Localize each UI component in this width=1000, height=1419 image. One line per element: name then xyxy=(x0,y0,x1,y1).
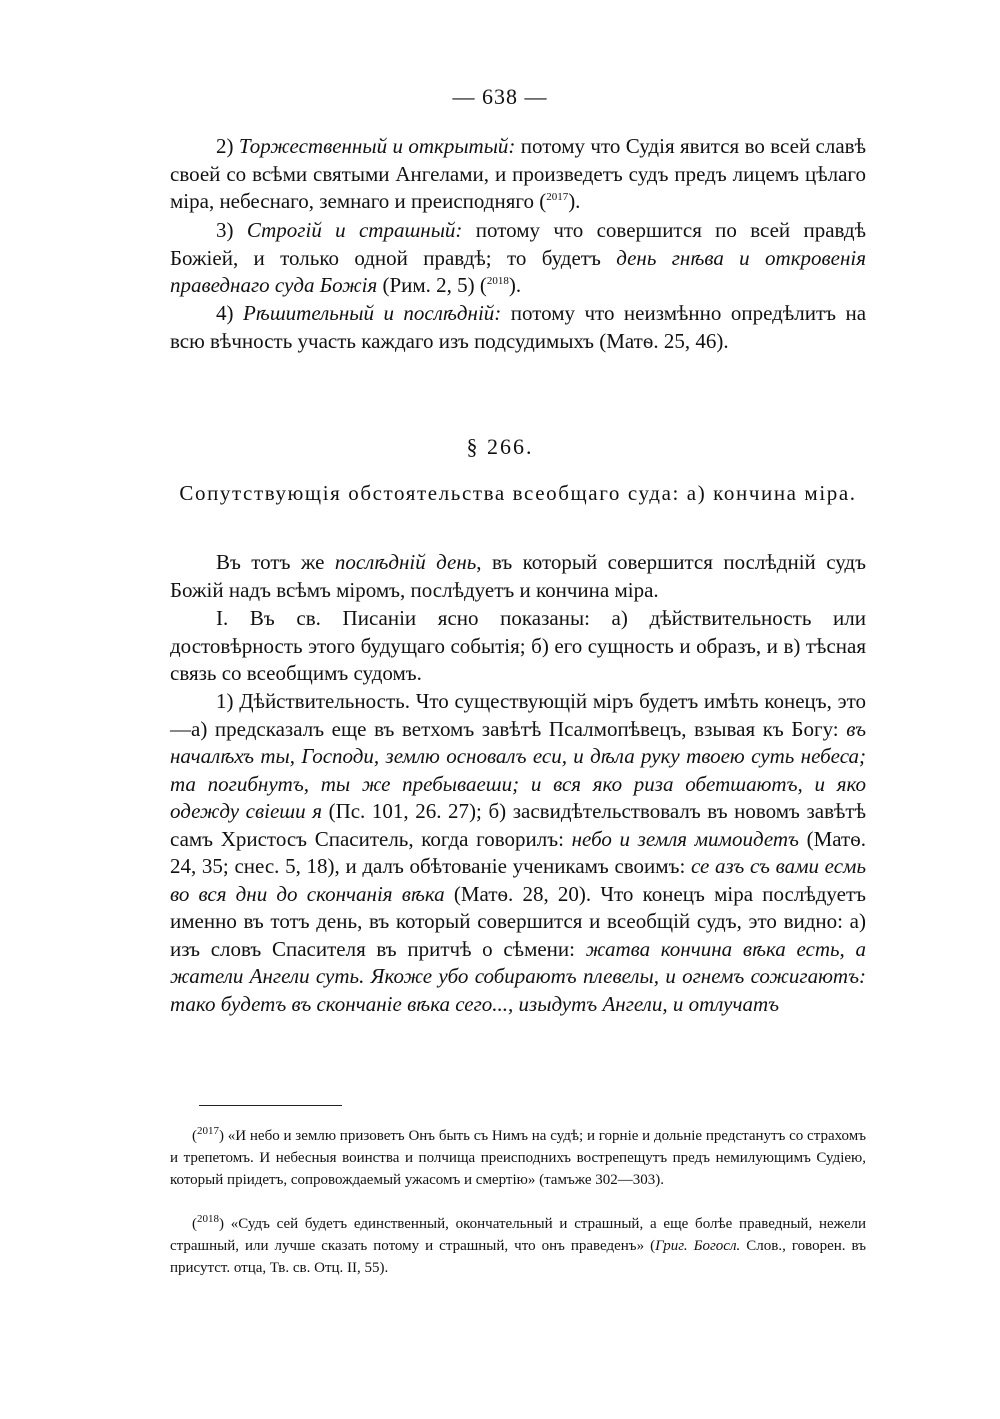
paragraph-1 xyxy=(170,549,866,604)
item-term: Рѣшительный и послѣдній: xyxy=(242,301,502,325)
body-text: , въ который совершится послѣдній судъ Божій надъ всѣмъ міромъ, послѣдуетъ и кончина міра. xyxy=(170,550,866,602)
scripture-quote: жатва кончина вѣка есть, а жатели Ангели суть. Якоже убо собираютъ плевелы, и огнемъ сожигаютъ: тако будетъ въ скончаніе вѣка сего..., изыдутъ Ангели, и отлучатъ xyxy=(170,936,866,1016)
item-text: (Рим. 2, 5) ( xyxy=(377,273,487,297)
paragraph-3 xyxy=(170,688,866,1018)
footnote-text: Слов., говорен. въ присутст. отца, Тв. св. Отц. II, 55). xyxy=(170,1238,866,1276)
scripture-quote: се азъ съ вами есмь во вся дни до скончанія вѣка xyxy=(170,854,867,906)
list-item-3 xyxy=(170,217,866,300)
item-number: 4) xyxy=(216,301,234,325)
list-item-2 xyxy=(170,133,866,216)
item-text: потому что совершится по всей правдѣ Божіей, и только одной правдѣ; то будетъ xyxy=(170,218,866,270)
page-number: — 638 — xyxy=(452,84,548,109)
footnote-ref: 2017 xyxy=(546,191,569,203)
footnote-text: «Судъ сей будетъ единственный, окончательный и страшный, а еще болѣе праведный, нежели страшный, или лучше сказать потому и страшный, что онъ праведенъ» ( xyxy=(170,1216,867,1254)
footnote-text: «И небо и землю призоветъ Онъ быть съ Нимъ на судѣ; и горніе и дольніе предстанутъ со страхомъ и трепетомъ. И небесныя воинства и полчища преисподнихъ вострепещутъ предъ немилующимъ Судіею, который пріидетъ, сопровождаемый ужасомъ и смертію» (тамъже 302—303). xyxy=(170,1128,867,1188)
scripture-quote: въ началѣхъ ты, Господи, землю основалъ еси, и дѣла руку твоею суть небеса; та погибнутъ, ты же пребываеши; и вся яко риза обетшаютъ, и яко одежду свіеши я xyxy=(170,716,866,823)
item-text: потому что неизмѣнно опредѣлитъ на всю вѣчность участь каждаго изъ подсудимыхъ (Матѳ. 25, 46). xyxy=(170,301,867,353)
section-title: Сопутствующія обстоятельства всеобщаго суда: а) кончина міра. xyxy=(179,481,857,505)
item-text: потому что Судія явится во всей славѣ своей со всѣми святыми Ангелами, и произведетъ судъ предъ лицемъ цѣлаго міра, небеснаго, земнаго и преисподняго ( xyxy=(170,134,866,213)
footnote-author: Григ. Богосл. xyxy=(655,1238,741,1254)
body-text: (Матѳ. 24, 35; снес. 5, 18), и далъ обѣтованіе ученикамъ своимъ: xyxy=(170,826,866,878)
list-item-4 xyxy=(170,300,866,355)
item-term: Строгій и страшный: xyxy=(246,218,463,242)
footnote-ref: 2018 xyxy=(486,275,509,287)
item-number: 2) xyxy=(216,134,234,158)
footnote-2018: ($^{2018}$) «Судъ сей будетъ единственный, окончательный и страшный, а еще болѣе праведный, нежели страшный, или лучше сказать потому и страшный, что онъ праведенъ» (Григ. Богосл. Слов., говорен. въ присутст. отца, Тв. св. Отц. II, 55). xyxy=(170,1213,867,1276)
body-emphasis: послѣдній день xyxy=(334,550,477,574)
item-end: ). xyxy=(508,273,522,297)
item-term: Торжественный и открытый: xyxy=(238,134,516,158)
body-text: (Пс. 101, 26. 27); б) засвидѣтельствовалъ въ новомъ завѣтѣ самъ Христосъ Спаситель, когда говорилъ: xyxy=(170,799,866,851)
item-number: 3) xyxy=(216,218,234,242)
section-number: § 266. xyxy=(466,434,534,459)
body-text: 1) Дѣйствительность. Что существующій міръ будетъ имѣть конецъ, это—а) предсказалъ еще въ ветхомъ завѣтѣ Псалмопѣвецъ, взывая къ Богу: xyxy=(170,689,866,741)
item-end: ). xyxy=(568,189,581,213)
item-quote: день гнѣва и откровенія праведнаго суда Божія xyxy=(170,245,866,297)
paragraph-2 xyxy=(170,605,866,688)
body-text: Въ тотъ же xyxy=(216,550,335,574)
footnote-2017: ($^{2017}$) «И небо и землю призоветъ Онъ быть съ Нимъ на судѣ; и горніе и дольніе предстанутъ со страхомъ и трепетомъ. И небесныя воинства и полчища преисподнихъ вострепещутъ предъ немилующимъ Судіею, который пріидетъ, сопровождаемый ужасомъ и смертію» (тамъже 302—303). xyxy=(170,1125,867,1188)
scripture-quote: небо и земля мимоидетъ xyxy=(571,826,799,851)
footnote-divider xyxy=(199,1105,342,1106)
body-text: I. Въ св. Писаніи ясно показаны: а) дѣйствительность или достовѣрность этого будущаго событія; б) его сущность и образъ, и в) тѣсная связь со всеобщимъ судомъ. xyxy=(170,606,866,685)
body-text: (Матѳ. 28, 20). Что конецъ міра послѣдуетъ именно въ тотъ день, въ который совершится и всеобщій судъ, это видно: а) изъ словъ Спасителя въ притчѣ о сѣмени: xyxy=(170,881,866,961)
footnote-number: 2017 xyxy=(197,1125,219,1137)
footnote-number: 2018 xyxy=(197,1213,219,1225)
